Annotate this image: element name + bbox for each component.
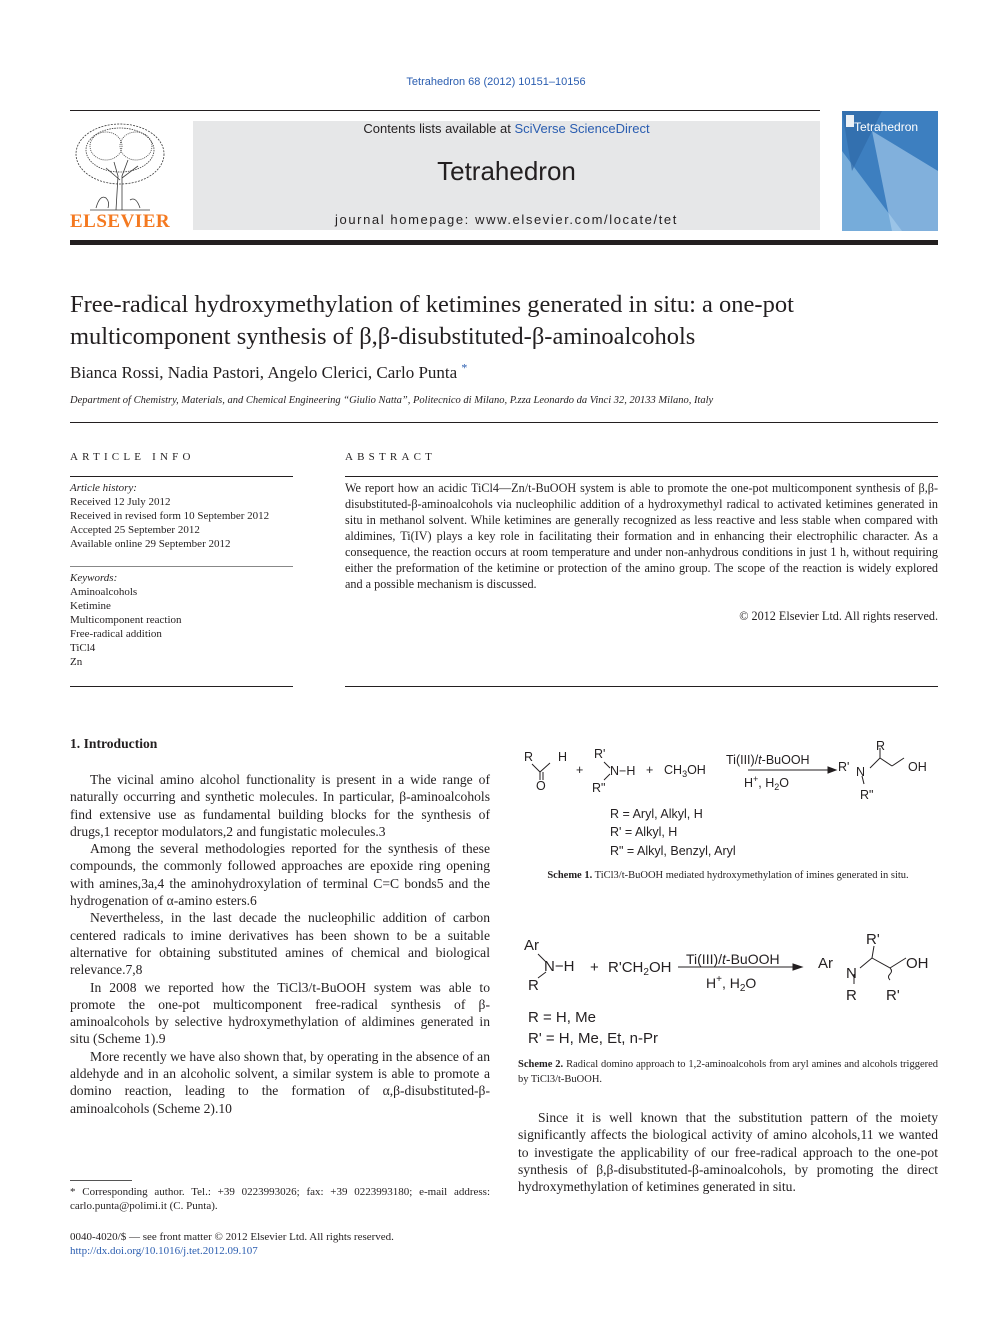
history-accepted: Accepted 25 September 2012 — [70, 524, 200, 536]
scheme-2-def-r: R = H, Me — [528, 1009, 596, 1026]
intro-heading: 1. Introduction — [70, 736, 158, 751]
article-info-bottom-rule — [70, 686, 293, 687]
atom-label: N — [856, 765, 866, 779]
citation-link[interactable]: Tetrahedron 68 (2012) 10151–10156 — [406, 76, 586, 88]
atom-label: R' — [886, 987, 900, 1004]
intro-paragraph: The vicinal amino alcohol functionality is present in a wide range of naturally occurring and synthetic molecules. In particular, β-aminoalcohols find extensive use as fundamental building blocks for the synthesis of drugs,1 receptor modulators,2 and fungistatic molecules.3 — [70, 772, 490, 839]
abstract-bottom-rule — [345, 686, 938, 687]
abstract-heading: ABSTRACT — [345, 451, 437, 463]
scheme-2-drawing — [518, 926, 938, 1050]
scheme-2-reagent-bottom: H+, $H_2O$ — [706, 974, 757, 994]
sciencedirect-link[interactable]: SciVerse ScienceDirect — [514, 121, 650, 136]
elsevier-tree-logo — [70, 120, 170, 212]
article-info-rule — [70, 476, 293, 477]
wavy-bond — [889, 968, 892, 980]
atom-label: R' — [866, 931, 880, 948]
intro-paragraph: Among the several methodologies reported for the synthesis of these compounds, the commonly followed approaches are epoxide ring opening with amines,3a,4 the aminohydroxylation of terminal C=C bonds5 and the hydrogenation of α-amino esters.6 — [70, 841, 490, 909]
keywords — [70, 571, 300, 669]
header-rule — [70, 110, 820, 111]
atom-label: H — [558, 750, 568, 764]
atom-label: R — [876, 739, 886, 753]
atom-label: R — [846, 987, 857, 1004]
keywords-label: Keywords: — [70, 572, 118, 584]
keyword-item: Zn — [70, 656, 83, 668]
atom-label: R" — [592, 781, 606, 795]
atom-label: Ar — [818, 955, 833, 972]
atom-label: OH — [908, 760, 927, 774]
scheme-1-reagent-bottom: H+, $H_2O$ — [744, 774, 790, 792]
scheme-1-figure — [518, 738, 938, 863]
footnote-rule — [70, 1180, 132, 1181]
intro-paragraph: Nevertheless, in the last decade the nucleophilic addition of carbon centered radicals to imine derivatives has been shown to be a suitable alternative for obtaining substituted amines of chemical and biological relevance.7,8 — [70, 910, 490, 978]
intro-right-column — [518, 1109, 938, 1195]
keyword-item: Free-radical addition — [70, 628, 162, 640]
reagent-methanol: $CH_3OH$ — [664, 763, 706, 779]
cover-title: Tetrahedron — [854, 120, 919, 134]
corresponding-author-mark[interactable]: * — [461, 360, 468, 375]
author-list: Bianca Rossi, Nadia Pastori, Angelo Clerici, Carlo Punta * — [70, 360, 468, 382]
journal-citation[interactable] — [0, 76, 992, 88]
bond — [880, 758, 892, 766]
atom-label: R" — [860, 788, 874, 802]
scheme-1-def-rdouble: R" = Alkyl, Benzyl, Aryl — [610, 844, 736, 858]
article-title: Free-radical hydroxymethylation of ketimines generated in situ: a one-pot multicomponent synthesis of β,β-disubstituted-β-aminoalcohols — [70, 291, 794, 350]
doi-link-wrap[interactable] — [70, 1244, 258, 1258]
keyword-item: Multicomponent reaction — [70, 614, 182, 626]
affiliation-rule — [70, 422, 938, 423]
atom-label: N−H — [544, 958, 575, 975]
atom-label: OH — [906, 955, 929, 972]
elsevier-wordmark: ELSEVIER — [70, 211, 171, 232]
history-label: Article history: — [70, 482, 137, 494]
scheme-2-figure — [518, 926, 938, 1050]
plus-sign: + — [590, 959, 599, 976]
plus-sign: + — [576, 763, 584, 777]
scheme-2-reagent-top: Ti(III)/t-BuOOH — [686, 951, 780, 967]
history-received: Received 12 July 2012 — [70, 496, 171, 508]
scheme-2-caption: Scheme 2. Radical domino approach to 1,2-aminoalcohols from aryl amines and alcohols triggered by TiCl3/t-BuOOH. — [518, 1059, 939, 1085]
history-online: Available online 29 September 2012 — [70, 538, 231, 550]
abstract-copyright: © 2012 Elsevier Ltd. All rights reserved. — [739, 609, 938, 623]
reagent-alcohol: $R'CH_2OH$ — [608, 959, 672, 978]
atom-label: R' — [594, 747, 606, 761]
atom-label: O — [536, 779, 546, 793]
doi-link[interactable]: http://dx.doi.org/10.1016/j.tet.2012.09.107 — [70, 1245, 258, 1257]
atom-label: R — [528, 977, 539, 994]
abstract-rule — [345, 476, 938, 477]
keyword-item: Aminoalcohols — [70, 586, 138, 598]
scheme-1-def-r: R = Aryl, Alkyl, H — [610, 807, 703, 821]
journal-title: Tetrahedron — [437, 156, 576, 186]
corresponding-author-footnote: * Corresponding author. Tel.: +39 0223993026; fax: +39 0223993180; e-mail address: carlo.punta@polimi.it (C. Punta). — [70, 1186, 490, 1212]
scheme-1-reagent-top: Ti(III)/t-BuOOH — [726, 753, 810, 767]
keyword-item: Ketimine — [70, 600, 111, 612]
intro-left-column — [70, 771, 490, 1117]
bond — [872, 958, 890, 968]
scheme-1-def-rprime: R' = Alkyl, H — [610, 825, 678, 839]
arrow-head — [828, 767, 836, 773]
header-thick-rule — [70, 240, 938, 245]
atom-label: N−H — [610, 764, 636, 778]
history-revised: Received in revised form 10 September 2012 — [70, 510, 270, 522]
journal-homepage[interactable]: journal homepage: www.elsevier.com/locate/tet — [335, 212, 678, 227]
bond — [890, 958, 906, 968]
abstract-text: We report how an acidic TiCl4—Zn/t-BuOOH system is able to promote the one-pot multicomponent synthesis of β,β-disubstituted-β-aminoalcohols via nucleophilic addition of a hydroxymethyl radical to activated ketimines generated in situ in methanol solvent. While ketimines are generally recognized as less reactive and less stable when compared with aldimines, Ti(IV) plays a key role in facilitating their formation and in enhancing their electrophilic character. As a consequence, the reaction occurs at room temperature and under non-anhydrous conditions in just 1 h, without requiring either the preformation of the ketimine or protection of the amino group. The scope of the reaction is widely explored and a possible mechanism is discussed. — [345, 481, 938, 591]
scheme-2-def-rprime: R' = H, Me, Et, n-Pr — [528, 1030, 658, 1047]
bond — [870, 758, 880, 768]
bond — [892, 758, 904, 766]
article-info-heading: ARTICLE INFO — [70, 451, 195, 463]
intro-paragraph: Since it is well known that the substitution pattern of the moiety significantly affects the biological activity of amino alcohols,11 we wanted to investigate the applicability of our free-radical approach to the one-pot synthesis of β,β-disubstituted-β-aminoalcohols, by promoting the direct hydroxymethylation of ketimines generated in situ. — [518, 1110, 938, 1195]
plus-sign: + — [646, 763, 654, 777]
bond — [540, 763, 550, 772]
article-history — [70, 481, 300, 551]
contents-available: Contents lists available at SciVerse ScienceDirect — [363, 121, 650, 136]
keywords-rule — [70, 566, 293, 567]
intro-paragraph: More recently we have also shown that, by operating in the absence of an aldehyde and in an alcoholic solvent, a similar system is able to promote a domino reaction, leading to the formation of α,β-disubstituted-β-aminoalcohols (Scheme 2).10 — [70, 1048, 490, 1116]
atom-label: Ar — [524, 937, 539, 954]
bond — [532, 764, 540, 772]
scheme-1-drawing — [518, 738, 938, 863]
scheme-1-caption: Scheme 1. TiCl3/t-BuOOH mediated hydroxymethylation of imines generated in situ. — [547, 870, 909, 881]
atom-label: N — [846, 965, 857, 982]
atom-label: R — [524, 750, 534, 764]
intro-paragraph: In 2008 we reported how the TiCl3/t-BuOOH system was able to promote the one-pot multicomponent free-radical synthesis of β-aminoalcohols by selective hydroxymethylation of aldimines generated in situ (Scheme 1).9 — [70, 979, 490, 1047]
bond — [860, 958, 872, 968]
arrow-head — [793, 964, 802, 970]
keyword-item: TiCl4 — [70, 642, 96, 654]
issn-line: 0040-4020/$ — see front matter © 2012 Elsevier Ltd. All rights reserved. — [70, 1231, 394, 1243]
atom-label: R' — [838, 760, 850, 774]
affiliation: Department of Chemistry, Materials, and Chemical Engineering “Giulio Natta”, Politecnico di Milano, P.zza Leonardo da Vinci 32, 20133 Milano, Italy — [70, 395, 714, 406]
